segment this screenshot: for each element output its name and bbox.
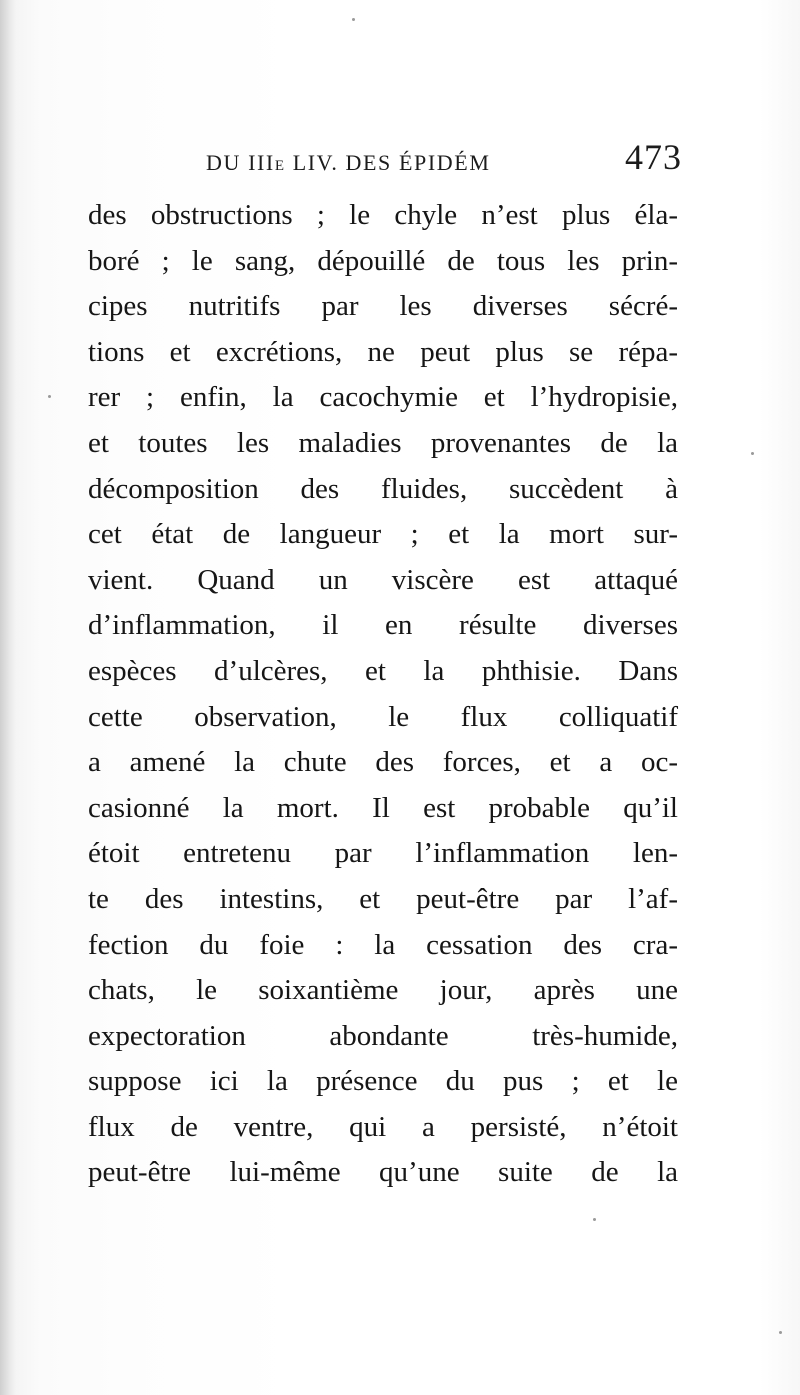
text-line: te des intestins, et peut-être par l’af- [88,882,678,915]
text-line: tions et excrétions, ne peut plus se répa- [88,335,678,368]
text-line: casionné la mort. Il est probable qu’il [88,791,678,824]
text-line: vient. Quand un viscère est attaqué [88,563,678,596]
text-line: et toutes les maladies provenantes de la [88,426,678,459]
text-line: d’inflammation, il en résulte diverses [88,609,678,642]
text-line: expectoration abondante très-humide, [88,1019,678,1052]
text-line: espèces d’ulcères, et la phthisie. Dans [88,654,678,687]
text-line: flux de ventre, qui a persisté, n’étoit [88,1110,678,1143]
text-line: suppose ici la présence du pus ; et le [88,1065,678,1098]
text-line: rer ; enfin, la cacochymie et l’hydropisie, [88,381,678,414]
paper-speck [352,18,355,21]
page-number: 473 [625,137,682,177]
text-line: boré ; le sang, dépouillé de tous les prin- [88,244,678,277]
text-line: cette observation, le flux colliquatif [88,700,678,733]
text-line: cipes nutritifs par les diverses sécré- [88,290,678,323]
page-header [88,137,682,190]
paper-speck [779,1331,782,1334]
text-line: décomposition des fluides, succèdent à [88,472,678,505]
body-text [88,193,678,1196]
text-line: étoit entretenu par l’inflammation len- [88,837,678,870]
text-line: peut-être lui-même qu’une suite de la [88,1156,678,1189]
page-edge-shadow [0,0,16,1395]
paper-speck [751,452,754,455]
text-line: a amené la chute des forces, et a oc- [88,746,678,779]
text-line: des obstructions ; le chyle n’est plus éla- [88,199,678,231]
text-line: chats, le soixantième jour, après une [88,974,678,1007]
paper-speck [48,395,51,398]
paper-speck [593,1218,596,1221]
text-line: fection du foie : la cessation des cra- [88,928,678,961]
running-title: DU IIIe LIV. DES ÉPIDÉM [206,150,491,175]
text-line: cet état de langueur ; et la mort sur- [88,518,678,551]
